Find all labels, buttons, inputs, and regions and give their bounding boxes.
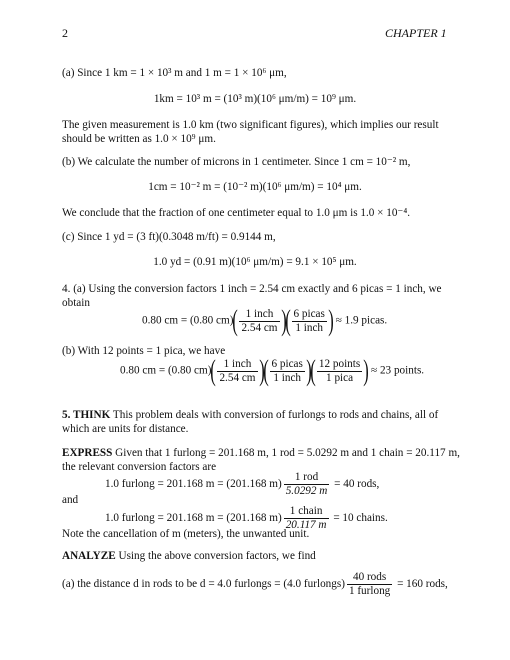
part-a-text: (a) Since 1 km = 1 × 10³ m and 1 m = 1 × 10⁶ μm, xyxy=(62,67,287,79)
paragraph-line: should be written as 1.0 × 10⁹ μm. xyxy=(62,133,216,145)
denominator: 1 inch xyxy=(270,371,305,385)
fraction xyxy=(317,358,362,385)
equation-lhs: (a) the distance d in rods to be d = 4.0 furlongs = (4.0 furlongs) xyxy=(62,578,345,591)
paragraph-line: Note the cancellation of m (meters), the unwanted unit. xyxy=(62,528,310,540)
equation-points: 0.80 cm = (0.80 cm)( $\frac{\text{1 inch}}{2.54 cm}$ )( $\frac{\text{6 picas}}{\text{1 inch}}$ )( $\frac{\text{12 points}}{\text{1 pica}}$ ) ≈ 23 points. xyxy=(120,354,425,387)
numerator: 1 inch xyxy=(245,307,274,320)
equation-rhs: ≈ 23 points. xyxy=(371,364,425,377)
analyze-text xyxy=(62,549,316,563)
paragraph-line: the relevant conversion factors are xyxy=(62,461,217,473)
equation-km: 1km = 10³ m = (10³ m)(10⁶ μm/m) = 10⁹ μm. xyxy=(153,93,357,105)
denominator: 1 inch xyxy=(292,321,327,335)
equation-yd: 1.0 yd = (0.91 m)(10⁶ μm/m) = 9.1 × 10⁵ μm. xyxy=(153,256,357,268)
denominator: 2.54 cm xyxy=(219,371,256,384)
numerator: 6 picas xyxy=(271,357,303,370)
fraction xyxy=(284,471,330,498)
numerator: 1 chain xyxy=(289,505,323,517)
think-label: 5. THINK xyxy=(62,409,111,421)
fraction xyxy=(347,571,392,598)
numerator: 6 picas xyxy=(293,307,325,320)
paragraph-line: We conclude that the fraction of one centimeter equal to 1.0 μm is 1.0 × 10⁻⁴. xyxy=(62,207,411,219)
analyze-label: ANALYZE xyxy=(62,550,116,562)
equation-cm: 1cm = 10⁻² m = (10⁻² m)(10⁶ μm/m) = 10⁴ μm. xyxy=(148,181,362,193)
paragraph-line: which are units for distance. xyxy=(62,423,189,435)
fraction xyxy=(292,308,327,335)
express-text xyxy=(62,446,460,460)
equation-rhs: = 40 rods, xyxy=(334,478,380,491)
equation-picas: 0.80 cm = (0.80 cm)( $\frac{\text{1 inch}}{2.54 cm}$ )( $\frac{\text{6 picas}}{\text{1 inch}}$ ) ≈ 1.9 picas. xyxy=(142,304,388,337)
part-b-text: (b) With 12 points = 1 pica, we have xyxy=(62,345,226,357)
equation-lhs: 1.0 furlong = 201.168 m = (201.168 m) xyxy=(105,512,282,525)
denominator: 1 pica xyxy=(317,371,362,385)
equation-lhs: 0.80 cm = (0.80 cm) xyxy=(120,364,212,377)
page-number: 2 xyxy=(62,26,68,40)
part-c-text: (c) Since 1 yd = (3 ft)(0.3048 m/ft) = 0.9144 m, xyxy=(62,231,276,243)
numerator: 1 inch xyxy=(223,357,252,370)
equation-lhs: 0.80 cm = (0.80 cm) xyxy=(142,314,234,327)
fraction xyxy=(270,358,305,385)
paragraph-line: The given measurement is 1.0 km (two significant figures), which implies our result xyxy=(62,119,439,131)
denominator: 2.54 cm xyxy=(241,321,278,334)
analyze-body: Using the above conversion factors, we find xyxy=(115,550,316,562)
denominator: 5.0292 m xyxy=(285,485,328,497)
problem-5-body: This problem deals with conversion of furlongs to rods and chains, all of xyxy=(110,409,439,421)
numerator: 1 rod xyxy=(294,471,319,483)
chapter-heading: CHAPTER 1 xyxy=(385,26,447,40)
fraction xyxy=(239,308,279,335)
equation-furlongs xyxy=(62,571,448,598)
numerator: 12 points xyxy=(318,357,361,370)
problem-4-text: obtain xyxy=(62,297,90,309)
express-label: EXPRESS xyxy=(62,447,113,459)
express-body: Given that 1 furlong = 201.168 m, 1 rod = 5.0292 m and 1 chain = 20.117 m, xyxy=(112,447,460,459)
connector-text: and xyxy=(62,494,79,506)
equation-rods xyxy=(105,471,379,498)
equation-rhs: = 10 chains. xyxy=(333,512,388,525)
problem-4-text: 4. (a) Using the conversion factors 1 inch = 2.54 cm exactly and 6 picas = 1 inch, we xyxy=(62,283,442,295)
denominator: 1 furlong xyxy=(348,585,391,597)
part-b-text: (b) We calculate the number of microns in 1 centimeter. Since 1 cm = 10⁻² m, xyxy=(62,156,411,168)
fraction xyxy=(217,358,257,385)
problem-5-text xyxy=(62,408,438,422)
equation-lhs: 1.0 furlong = 201.168 m = (201.168 m) xyxy=(105,478,282,491)
equation-rhs: = 160 rods, xyxy=(397,578,448,591)
denominator: 20.117 m xyxy=(285,519,327,531)
equation-rhs: ≈ 1.9 picas. xyxy=(335,314,388,327)
numerator: 40 rods xyxy=(352,571,387,583)
